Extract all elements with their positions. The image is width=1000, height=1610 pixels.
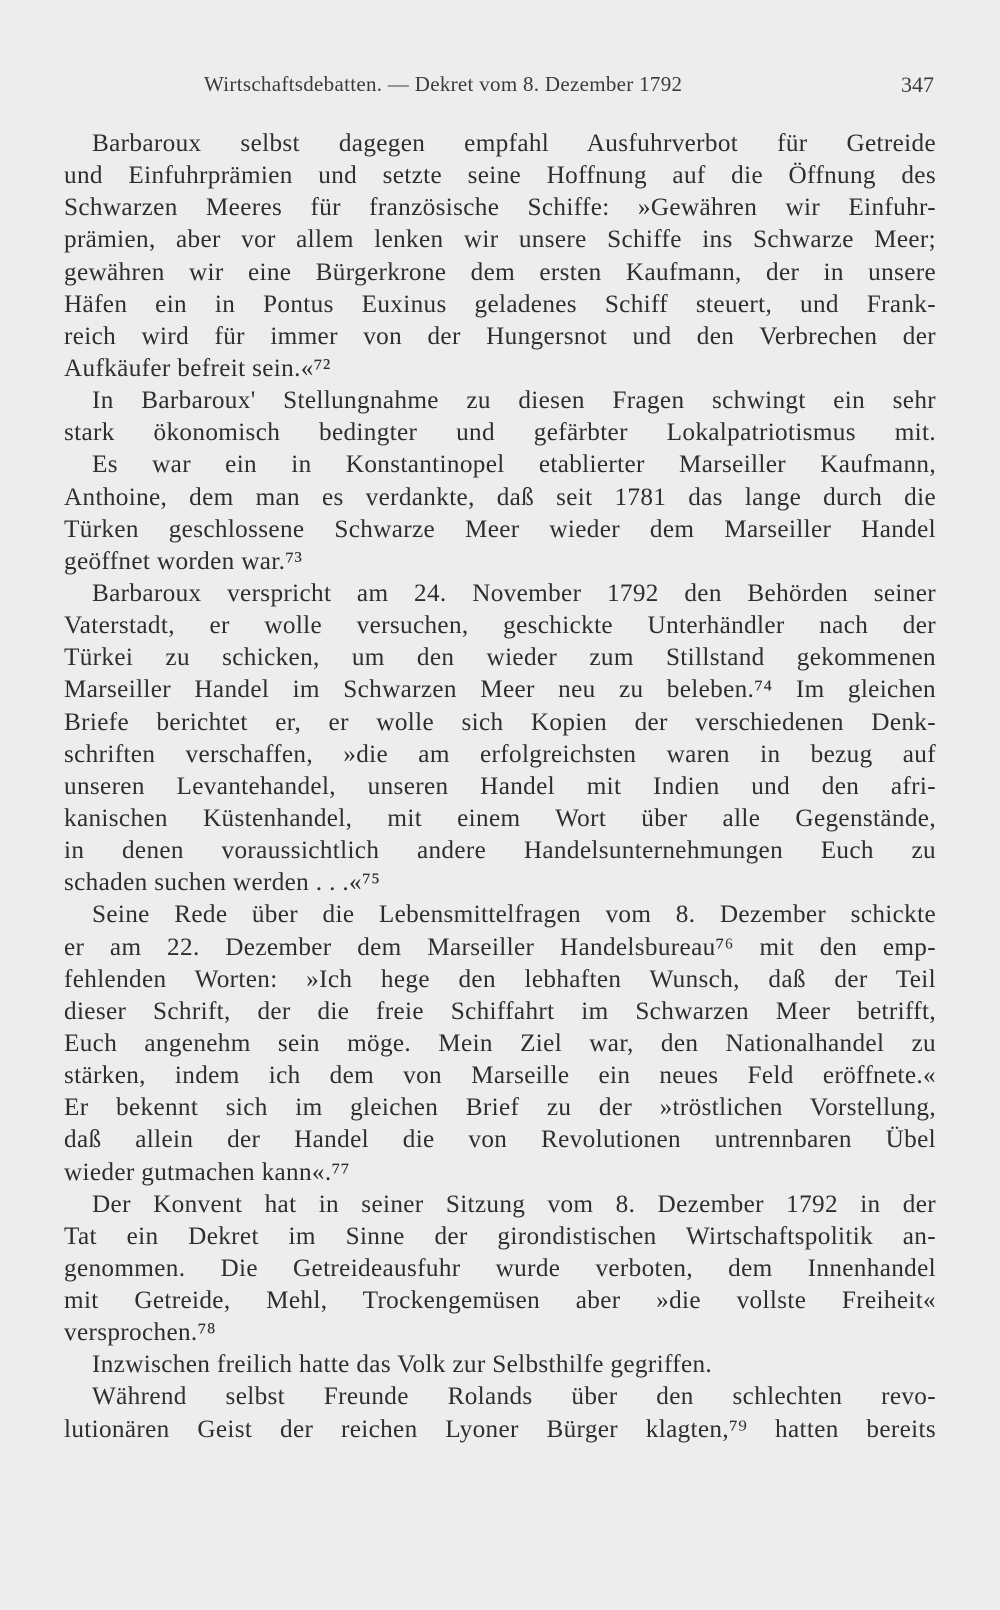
text-line: mit Getreide, Mehl, Trockengemüsen aber »die vollste Freiheit« bbox=[64, 1287, 936, 1315]
text-line: genommen. Die Getreideausfuhr wurde verboten, dem Innenhandel bbox=[64, 1254, 936, 1282]
text-line: Barbaroux selbst dagegen empfahl Ausfuhrverbot für Getreide bbox=[92, 130, 936, 157]
text-line: er am 22. Dezember dem Marseiller Handelsbureau⁷⁶ mit den emp- bbox=[64, 933, 936, 961]
text-line: wieder gutmachen kann«.⁷⁷ bbox=[64, 1158, 350, 1186]
page-header bbox=[64, 72, 934, 102]
text-line: geöffnet worden war.⁷³ bbox=[64, 547, 303, 575]
text-line: reich wird für immer von der Hungersnot und den Verbrechen der bbox=[64, 322, 936, 350]
text-line: Er bekennt sich im gleichen Brief zu der »tröstlichen Vorstellung, bbox=[64, 1094, 936, 1122]
text-line: Häfen ein in Pontus Euxinus geladenes Schiff steuert, und Frank- bbox=[64, 290, 936, 318]
text-line: kanischen Küstenhandel, mit einem Wort über alle Gegenstände, bbox=[64, 804, 936, 832]
text-line: Türken geschlossene Schwarze Meer wieder dem Marseiller Handel bbox=[64, 515, 936, 543]
text-line: stärken, indem ich dem von Marseille ein neues Feld eröffnete.« bbox=[64, 1062, 936, 1090]
text-line: versprochen.⁷⁸ bbox=[64, 1319, 216, 1347]
text-line: Marseiller Handel im Schwarzen Meer neu zu beleben.⁷⁴ Im gleichen bbox=[64, 676, 936, 704]
text-line: Schwarzen Meeres für französische Schiffe: »Gewähren wir Einfuhr- bbox=[64, 194, 936, 222]
running-title: Wirtschaftsdebatten. — Dekret vom 8. Dezember 1792 bbox=[204, 72, 683, 96]
text-line: fehlenden Worten: »Ich hege den lebhaften Wunsch, daß der Teil bbox=[64, 965, 936, 993]
text-line: Seine Rede über die Lebensmittelfragen vom 8. Dezember schickte bbox=[92, 901, 936, 929]
body-text bbox=[64, 128, 936, 1446]
text-line: Der Konvent hat in seiner Sitzung vom 8. Dezember 1792 in der bbox=[92, 1190, 936, 1218]
text-line: lutionären Geist der reichen Lyoner Bürger klagten,⁷⁹ hatten bereits bbox=[64, 1415, 936, 1443]
text-line: schriften verschaffen, »die am erfolgreichsten waren in bezug auf bbox=[64, 740, 936, 768]
text-line: Aufkäufer befreit sein.«⁷² bbox=[64, 354, 331, 382]
text-line: Während selbst Freunde Rolands über den schlechten revo- bbox=[92, 1383, 936, 1411]
text-line: und Einfuhrprämien und setzte seine Hoffnung auf die Öffnung des bbox=[64, 162, 936, 190]
text-line: Türkei zu schicken, um den wieder zum Stillstand gekommenen bbox=[64, 644, 936, 672]
text-line: Briefe berichtet er, er wolle sich Kopien der verschiedenen Denk- bbox=[64, 708, 936, 736]
text-line: Vaterstadt, er wolle versuchen, geschickte Unterhändler nach der bbox=[64, 612, 936, 640]
text-line: stark ökonomisch bedingter und gefärbter Lokalpatriotismus mit. bbox=[64, 419, 936, 447]
text-line: Barbaroux verspricht am 24. November 1792 den Behörden seiner bbox=[92, 579, 936, 607]
text-line: Euch angenehm sein möge. Mein Ziel war, den Nationalhandel zu bbox=[64, 1029, 936, 1057]
text-line: Es war ein in Konstantinopel etablierter Marseiller Kaufmann, bbox=[92, 451, 936, 479]
text-line: Tat ein Dekret im Sinne der girondistischen Wirtschaftspolitik an- bbox=[64, 1222, 936, 1250]
page-number: 347 bbox=[901, 72, 934, 97]
text-line: dieser Schrift, der die freie Schiffahrt im Schwarzen Meer betrifft, bbox=[64, 997, 936, 1025]
text-line: prämien, aber vor allem lenken wir unsere Schiffe ins Schwarze Meer; bbox=[64, 226, 936, 254]
text-line: schaden suchen werden . . .«⁷⁵ bbox=[64, 869, 381, 897]
text-line: In Barbaroux' Stellungnahme zu diesen Fragen schwingt ein sehr bbox=[92, 387, 936, 415]
text-line: Inzwischen freilich hatte das Volk zur Selbsthilfe gegriffen. bbox=[92, 1351, 713, 1379]
text-line: Anthoine, dem man es verdankte, daß seit 1781 das lange durch die bbox=[64, 483, 936, 511]
text-line: gewähren wir eine Bürgerkrone dem ersten Kaufmann, der in unsere bbox=[64, 258, 936, 286]
text-line: in denen voraussichtlich andere Handelsunternehmungen Euch zu bbox=[64, 837, 936, 865]
text-line: unseren Levantehandel, unseren Handel mit Indien und den afri- bbox=[64, 772, 936, 800]
text-line: daß allein der Handel die von Revolutionen untrennbaren Übel bbox=[64, 1126, 936, 1154]
